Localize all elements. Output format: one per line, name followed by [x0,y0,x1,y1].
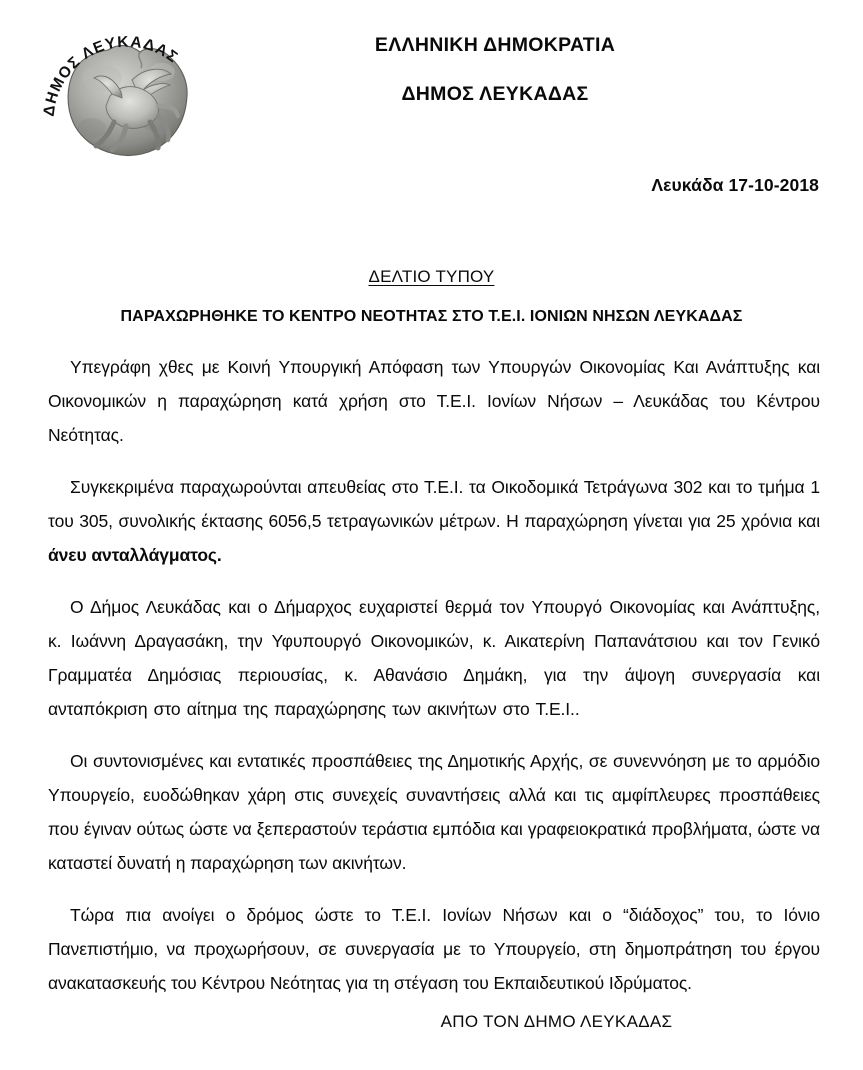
document-header [0,0,863,195]
document-body [48,350,820,1000]
signature-line: ΑΠΟ ΤΟΝ ΔΗΜΟ ΛΕΥΚΑΔΑΣ [440,1012,673,1031]
paragraph-5: Τώρα πια ανοίγει ο δρόμος ώστε το Τ.Ε.Ι. Ιονίων Νήσων και ο “διάδοχος” του, το Ιόνιο Πανεπιστήμιο, να προχωρήσουν, σε συνεργασία με το Υπουργείο, στη δημοπράτηση του έργου ανακατασκευής του Κέντρου Νεότητας για τη στέγαση του Εκπαιδευτικού Ιδρύματος. [48,905,820,993]
logo-arc-text: ΔΗΜΟΣ ΛΕΥΚΑΔΑΣ [40,33,182,118]
municipality-title: ΔΗΜΟΣ ΛΕΥΚΑΔΑΣ [401,83,589,106]
headline: ΠΑΡΑΧΩΡΗΘΗΚΕ ΤΟ ΚΕΝΤΡΟ ΝΕΟΤΗΤΑΣ ΣΤΟ Τ.Ε.Ι. ΙΟΝΙΩΝ ΝΗΣΩΝ ΛΕΥΚΑΔΑΣ [120,308,743,325]
header-title-block [215,34,775,107]
paragraph-2 [48,470,820,572]
paragraph-2-text: Συγκεκριμένα παραχωρούνται απευθείας στο Τ.Ε.Ι. τα Οικοδομικά Τετράγωνα 302 και το τμήμα 1 του 305, συνολικής έκτασης 6056,5 τετραγωνικών μέτρων. Η παραχώρηση γίνεται για 25 χρόνια και [48,477,820,531]
republic-title: ΕΛΛΗΝΙΚΗ ΔΗΜΟΚΡΑΤΙΑ [374,34,616,56]
press-release-label: ΔΕΛΤΙΟ ΤΥΠΟΥ [368,267,495,286]
municipality-coin-logo [40,22,215,172]
paragraph-3: Ο Δήμος Λευκάδας και ο Δήμαρχος ευχαριστεί θερμά τον Υπουργό Οικονομίας και Ανάπτυξης, κ. Ιωάννη Δραγασάκη, την Υφυπουργό Οικονομικών, κ. Αικατερίνη Παπανάτσιου και τον Γενικό Γραμματέα Δημόσιας περιουσίας, κ. Αθανάσιο Δημάκη, για την άψογη συνεργασία και ανταπόκριση στο αίτημα της παραχώρησης των ακινήτων στο Τ.Ε.Ι.. [48,597,820,719]
paragraph-1: Υπεγράφη χθες με Κοινή Υπουργική Απόφαση των Υπουργών Οικονομίας Και Ανάπτυξης και Οικονομικών η παραχώρηση κατά χρήση στο Τ.Ε.Ι. Ιονίων Νήσων – Λευκάδας του Κέντρου Νεότητας. [48,357,820,445]
paragraph-4: Οι συντονισμένες και εντατικές προσπάθειες της Δημοτικής Αρχής, σε συνεννόηση με το αρμόδιο Υπουργείο, ευοδώθηκαν χάρη στις συνεχείς συναντήσεις αλλά και τις αμφίπλευρες προσπάθειες που έγιναν ούτως ώστε να ξεπεραστούν τεράστια εμπόδια και γραφειοκρατικά προβλήματα, ώστε να καταστεί δυνατή η παραχώρηση των ακινήτων. [48,751,820,873]
paragraph-2-emphasis: άνευ ανταλλάγματος. [48,545,222,565]
date-line: Λευκάδα 17-10-2018 [651,175,819,195]
